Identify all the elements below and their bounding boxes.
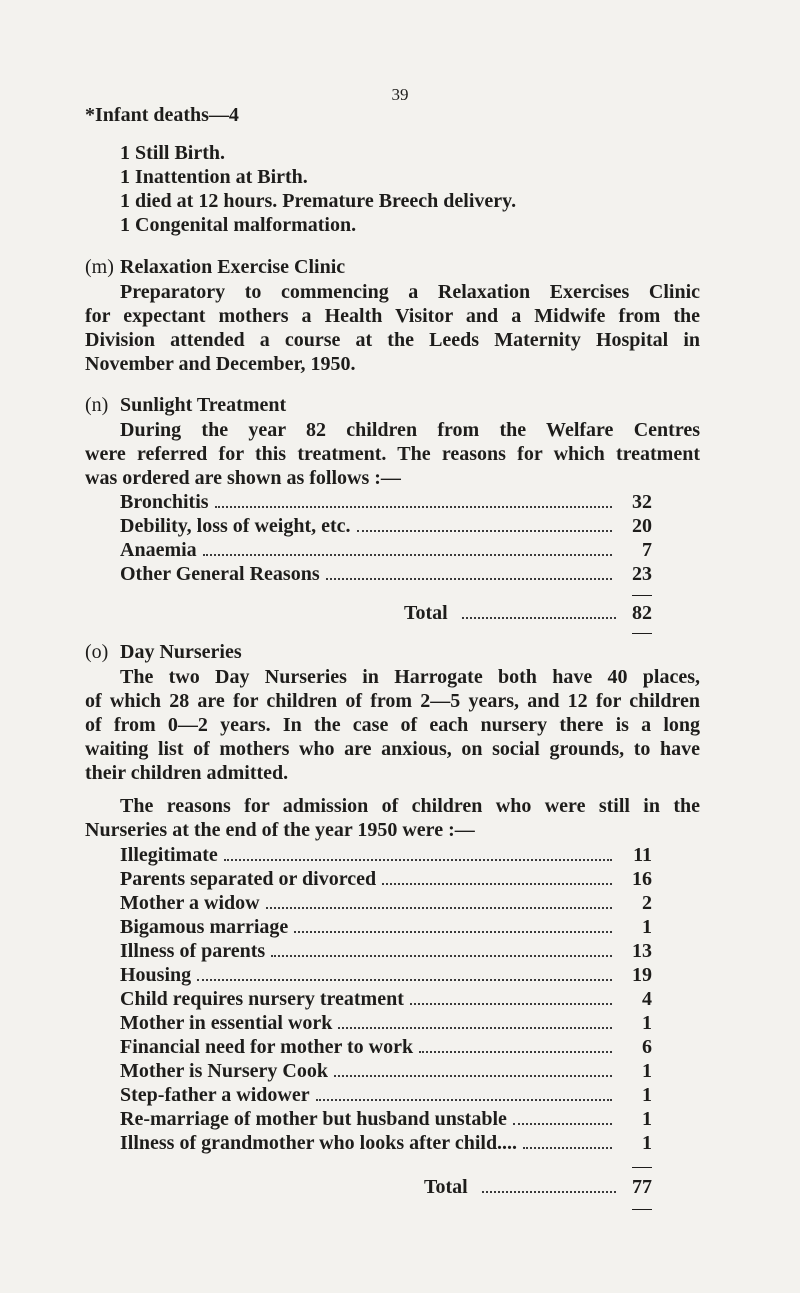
paragraph-line: of from 0—2 years. In the case of each nursery there is a long (85, 714, 700, 736)
table-row (120, 1107, 652, 1131)
paragraph-line: Preparatory to commencing a Relaxation Exercises Clinic (120, 281, 700, 303)
dot-leader (462, 617, 616, 619)
dot-leader (203, 554, 612, 556)
dot-leader (224, 859, 612, 861)
sum-rule (632, 1167, 652, 1168)
row-label: Mother in essential work (120, 1012, 333, 1034)
dot-leader (523, 1147, 612, 1149)
row-label: Housing (120, 964, 192, 986)
row-label: Other General Reasons (120, 563, 320, 585)
row-value: 7 (642, 539, 652, 561)
dot-leader (271, 955, 612, 957)
paragraph-line: of which 28 are for children of from 2—5 years, and 12 for children (85, 690, 700, 712)
row-value: 1 (642, 916, 652, 938)
row-value: 19 (632, 964, 652, 986)
row-value: 1 (642, 1132, 652, 1154)
paragraph-line: November and December, 1950. (85, 353, 356, 375)
paragraph-line: Division attended a course at the Leeds Maternity Hospital in (85, 329, 700, 351)
infant-deaths-heading: *Infant deaths—4 (85, 104, 239, 126)
row-label: Parents separated or divorced (120, 868, 377, 890)
row-label: Bigamous marriage (120, 916, 289, 938)
row-value: 1 (642, 1108, 652, 1130)
sum-rule (632, 1209, 652, 1210)
section-o-title: Day Nurseries (120, 641, 242, 663)
row-value: 32 (632, 491, 652, 513)
dot-leader (316, 1099, 612, 1101)
row-value: 23 (632, 563, 652, 585)
paragraph-line: The two Day Nurseries in Harrogate both have 40 places, (120, 666, 700, 688)
paragraph-line: their children admitted. (85, 762, 289, 784)
row-value: 11 (633, 844, 652, 866)
infant-death-item: 1 Still Birth. (120, 142, 226, 164)
table-row (120, 891, 652, 915)
row-label: Illness of parents (120, 940, 266, 962)
total-label: Total (424, 1176, 468, 1198)
row-label: Bronchitis (120, 491, 209, 513)
table-row (120, 490, 652, 514)
dot-leader (215, 506, 612, 508)
row-value: 16 (632, 868, 652, 890)
dot-leader (197, 979, 612, 981)
row-label: Anaemia (120, 539, 197, 561)
dot-leader (266, 907, 612, 909)
row-label: Step-father a widower (120, 1084, 310, 1106)
infant-death-item: 1 died at 12 hours. Premature Breech delivery. (120, 190, 517, 212)
row-label: Mother a widow (120, 892, 260, 914)
row-value: 20 (632, 515, 652, 537)
infant-death-item: 1 Inattention at Birth. (120, 166, 308, 188)
table-row (120, 915, 652, 939)
row-value: 13 (632, 940, 652, 962)
row-value: 1 (642, 1060, 652, 1082)
table-row (120, 1059, 652, 1083)
table-row (120, 1011, 652, 1035)
dot-leader (294, 931, 612, 933)
table-row (120, 562, 652, 586)
table-row (120, 514, 652, 538)
dot-leader (419, 1051, 612, 1053)
row-value: 6 (642, 1036, 652, 1058)
total-value: 82 (632, 602, 652, 624)
section-m-marker: (m) (85, 256, 114, 278)
table-row (120, 963, 652, 987)
paragraph-line: were referred for this treatment. The reasons for which treatment (85, 443, 700, 465)
row-value: 2 (642, 892, 652, 914)
row-label: Debility, loss of weight, etc. (120, 515, 351, 537)
paragraph-line: During the year 82 children from the Welfare Centres (120, 419, 700, 441)
row-label: Illness of grandmother who looks after child.... (120, 1132, 518, 1154)
total-value: 77 (632, 1176, 652, 1198)
dot-leader (357, 530, 612, 532)
paragraph-line: Nurseries at the end of the year 1950 were :— (85, 819, 475, 841)
row-value: 4 (642, 988, 652, 1010)
page-number: 39 (391, 85, 409, 104)
dot-leader (338, 1027, 612, 1029)
row-value: 1 (642, 1012, 652, 1034)
row-value: 1 (642, 1084, 652, 1106)
dot-leader (482, 1191, 616, 1193)
section-o-marker: (o) (85, 641, 109, 663)
table-row (120, 939, 652, 963)
table-row (120, 843, 652, 867)
paragraph-line: The reasons for admission of children who were still in the (120, 795, 700, 817)
table-row (120, 1035, 652, 1059)
table-row (120, 1083, 652, 1107)
table-row (120, 867, 652, 891)
total-row (404, 601, 652, 625)
section-m-title: Relaxation Exercise Clinic (120, 256, 346, 278)
total-label: Total (404, 602, 448, 624)
dot-leader (513, 1123, 612, 1125)
row-label: Mother is Nursery Cook (120, 1060, 328, 1082)
paragraph-line: waiting list of mothers who are anxious, on social grounds, to have (85, 738, 700, 760)
total-row (424, 1175, 652, 1199)
sum-rule (632, 633, 652, 634)
section-n-title: Sunlight Treatment (120, 394, 287, 416)
dot-leader (382, 883, 612, 885)
table-row (120, 987, 652, 1011)
paragraph-line: was ordered are shown as follows :— (85, 467, 401, 489)
row-label: Re-marriage of mother but husband unstable (120, 1108, 507, 1130)
table-row (120, 538, 652, 562)
row-label: Financial need for mother to work (120, 1036, 414, 1058)
row-label: Child requires nursery treatment (120, 988, 404, 1010)
table-row (120, 1131, 652, 1155)
dot-leader (334, 1075, 612, 1077)
section-n-marker: (n) (85, 394, 109, 416)
infant-death-item: 1 Congenital malformation. (120, 214, 357, 236)
sum-rule (632, 595, 652, 596)
dot-leader (410, 1003, 612, 1005)
dot-leader (326, 578, 612, 580)
paragraph-line: for expectant mothers a Health Visitor and a Midwife from the (85, 305, 700, 327)
row-label: Illegitimate (120, 844, 218, 866)
